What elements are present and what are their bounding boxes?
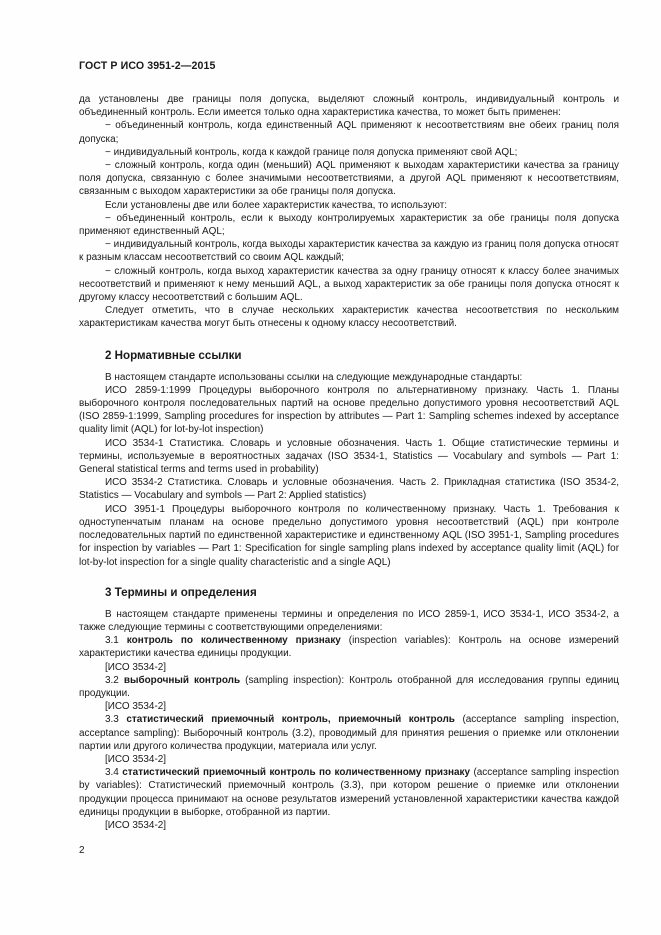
- section-2-heading: 2 Нормативные ссылки: [105, 348, 242, 362]
- document-header: ГОСТ Р ИСО 3951-2—2015: [79, 60, 216, 72]
- term-name: статистический приемочный контроль по количественному признаку: [122, 767, 470, 779]
- term-name: статистический приемочный контроль, приемочный контроль: [126, 714, 455, 726]
- intro-list-item: − индивидуальный контроль, когда выходы характеристик качества за каждую из границ поля допуска относят к разным классам несоответствий со своим AQL каждый;: [79, 239, 619, 264]
- term-source: [ИСО 3534-2]: [105, 701, 167, 713]
- page-body: [79, 93, 619, 832]
- term-number: 3.2: [105, 674, 124, 686]
- term-source: [ИСО 3534-2]: [105, 819, 167, 831]
- term-number: 3.4: [105, 767, 123, 779]
- section-3-heading: 3 Термины и определения: [105, 585, 257, 599]
- term-number: 3.1: [105, 635, 127, 647]
- section-3-intro: В настоящем стандарте применены термины и определения по ИСО 2859-1, ИСО 3534-1, ИСО 3534-2, а также следующие термины с соответствующими определениями:: [79, 608, 619, 633]
- intro-list-item: − объединенный контроль, если к выходу контролируемых характеристик за обе границы поля допуска применяют единственный AQL;: [79, 212, 619, 238]
- term-definition: (acceptance sampling inspection by variables): Статистический приемочный контроль (3.3), при котором решение о приемке или отклонении продукции процесса принимают на основе результатов измерений установленной характеристики качества каждой единицы продукции в выборке, отобранной из партии.: [79, 767, 620, 818]
- intro-paragraph: Следует отметить, что в случае нескольких характеристик качества несоответствия по нескольким характеристикам качества могут быть отнесены к одному классу несоответствий.: [79, 305, 619, 330]
- term-number: 3.3: [105, 714, 127, 726]
- normative-reference: ИСО 2859-1:1999 Процедуры выборочного контроля по альтернативному признаку. Часть 1. Планы выборочного контроля последовательных партий на основе предельно допустимого уровня несоответствий AQL (ISO 2859-1:1999, Sampling procedures for inspection by attributes — Part 1: Sampling schemes indexed by acceptance quality limit (AQL) for lot-by-lot inspection): [79, 384, 619, 436]
- normative-reference: ИСО 3534-1 Статистика. Словарь и условные обозначения. Часть 1. Общие статистические термины и термины, используемые в вероятностных задачах (ISO 3534-1, Statistics — Vocabulary and symbols — Part 1: General statistical terms and terms used in probability): [79, 437, 619, 476]
- term-source: [ИСО 3534-2]: [105, 661, 167, 673]
- term-3-2: [79, 674, 619, 700]
- intro-list-item: − объединенный контроль, когда единственный AQL применяют к несоответствиям вне обеих границ поля допуска;: [79, 120, 619, 145]
- term-source: [ИСО 3534-2]: [105, 753, 167, 765]
- intro-list-item: − индивидуальный контроль, когда к каждой границе поля допуска применяют свой AQL;: [105, 146, 518, 158]
- section-2-paragraph: В настоящем стандарте использованы ссылки на следующие международные стандарты:: [105, 371, 523, 383]
- intro-paragraph: Если установлены две или более характеристик качества, то используют:: [105, 199, 448, 211]
- normative-reference: ИСО 3951-1 Процедуры выборочного контроля по количественному признаку. Часть 1. Требования к одноступенчатым планам на основе предельно допустимого уровня несоответствий (AQL) при контроле последовательных партий по единственной характеристике и единственному AQL (ISO 3951-1, Sampling procedures for inspection by variables — Part 1: Specification for single sampling plans indexed by acceptance quality limit (AQL) for lot-by-lot inspection for a single quality characteristic and a single AQL): [79, 503, 619, 568]
- term-3-4: [79, 766, 619, 819]
- term-3-3: [79, 713, 619, 753]
- term-name: контроль по количественному признаку: [126, 635, 341, 647]
- intro-list-item: − сложный контроль, когда один (меньший) AQL применяют к выходам характеристики качества за границу поля допуска, связанную с более значимыми несоответствиями, а другой AQL применяют к несоответствиям, связанным с выходом характеристики за обе границы поля допуска.: [79, 160, 619, 198]
- term-3-1: [79, 634, 619, 660]
- intro-list-item: − сложный контроль, когда выход характеристик качества за одну границу относят к классу более значимых несоответствий и применяют к нему меньший AQL, а выход характеристик за обе границы поля допуска относят к другому классу несоответствий с большим AQL.: [79, 265, 619, 304]
- term-name: выборочный контроль: [123, 674, 241, 686]
- term-definition: (acceptance sampling inspection, acceptance sampling): Выборочный контроль (3.2), проводимый для принятия решения о приемке или отклонении партии или другого количества продукции, материала или услуг.: [79, 714, 619, 752]
- term-definition: (inspection variables): Контроль на основе измерений характеристики качества единицы продукции.: [79, 635, 619, 660]
- normative-reference: ИСО 3534-2 Статистика. Словарь и условные обозначения. Часть 2. Прикладная статистика (ISO 3534-2, Statistics — Vocabulary and symbols — Part 2: Applied statistics): [79, 477, 619, 502]
- term-definition: (sampling inspection): Контроль отобранной для исследования группы единиц продукции.: [79, 674, 619, 699]
- page-number: 2: [79, 845, 85, 856]
- intro-paragraph: да установлены две границы поля допуска, выделяют сложный контроль, индивидуальный контроль и объединенный контроль. Если имеется только одна характеристика качества, то может быть применен:: [79, 94, 619, 119]
